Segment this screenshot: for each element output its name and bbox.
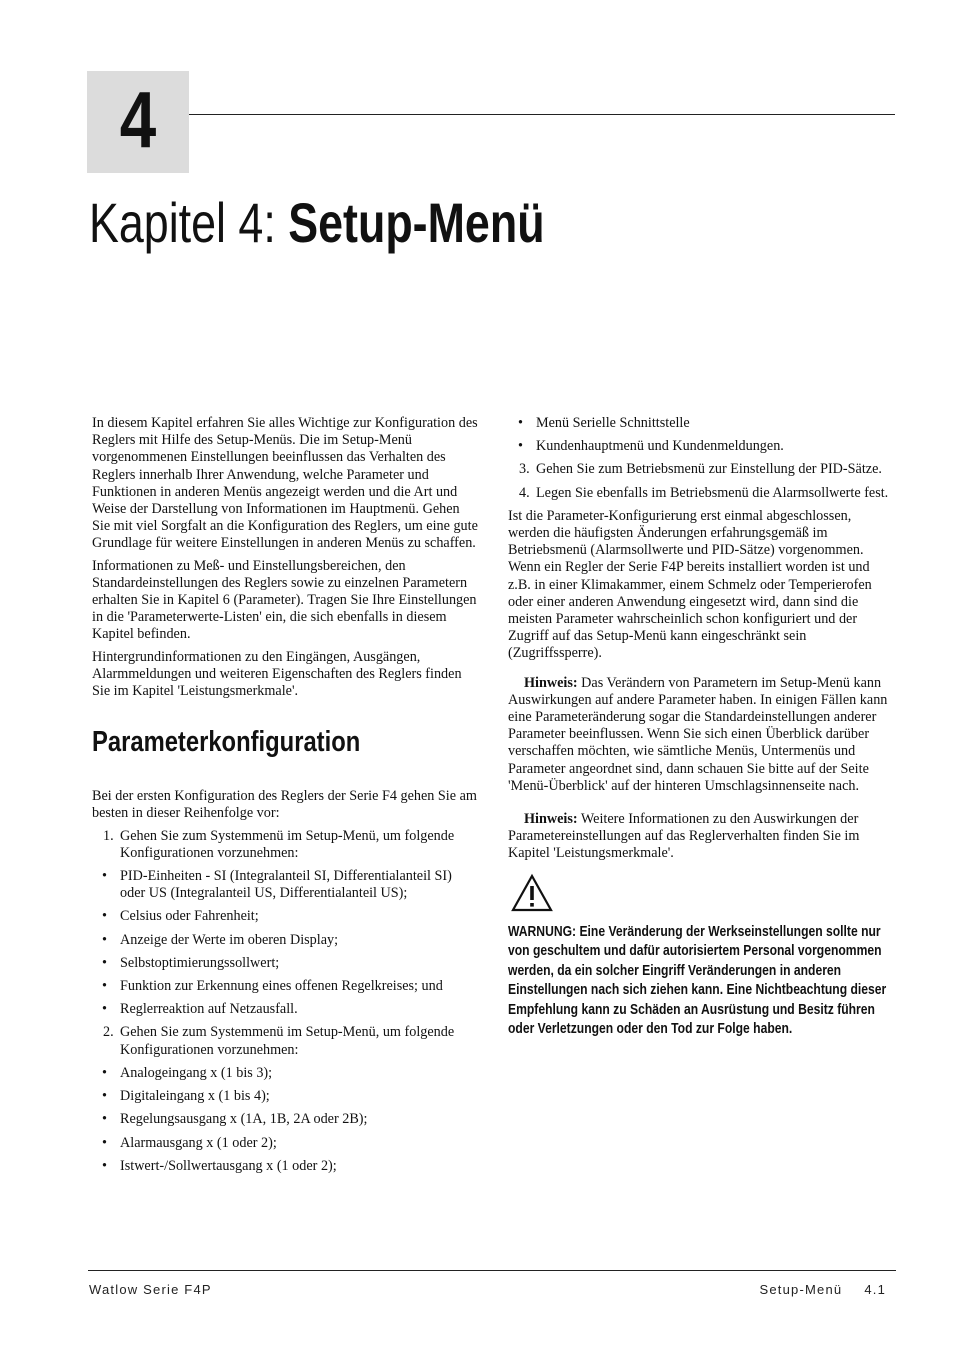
- bullet-marker: •: [102, 954, 107, 971]
- warning-text: WARNUNG: Eine Veränderung der Werkseinstellungen sollte nur von geschultem und dafür autorisiertem Personal vorgenommen werden, da ein solcher Eingriff Veränderungen in anderen Einstellungen nach sich ziehen kann. Eine Nichtbeachtung dieser Empfehlung kann zu Schäden an Ausrüstung und Besitz führen oder Verletzungen oder den Tod zur Folge haben.: [508, 923, 887, 1038]
- bullet-marker: •: [102, 978, 107, 995]
- bullet-marker: •: [102, 1088, 107, 1105]
- list-item: [92, 955, 478, 972]
- footer-section: Setup-Menü: [759, 1282, 843, 1297]
- list-item: [92, 1158, 478, 1175]
- list-marker: 4.: [519, 484, 530, 501]
- list-item: [92, 1001, 478, 1018]
- list-item-text: Selbstoptimierungssollwert;: [120, 954, 280, 971]
- bullet-marker: •: [518, 415, 523, 431]
- list-item: [92, 978, 478, 995]
- list-item-text: Celsius oder Fahrenheit;: [120, 908, 259, 925]
- config-steps-list: [92, 828, 478, 1175]
- bullet-marker: •: [102, 1001, 107, 1018]
- list-item: [92, 908, 478, 925]
- bullet-marker: •: [102, 931, 107, 948]
- list-item: [508, 461, 894, 478]
- list-item-text: Digitaleingang x (1 bis 4);: [120, 1088, 270, 1105]
- footer-right: [760, 1282, 887, 1297]
- config-steps-list-continued: [508, 415, 894, 502]
- bullet-marker: •: [102, 1111, 107, 1128]
- bullet-marker: •: [102, 1064, 107, 1081]
- intro-paragraph: Informationen zu Meß- und Einstellungsbereichen, den Standardeinstellungen des Reglers sowie zu einzelnen Parametern erhalten Sie in Kapitel 6 (Parameter). Tragen Sie Ihre Einstellungen in die 'Parameterwerte-Listen' ein, die sich ebenfalls in diesem Kapitel befinden.: [92, 557, 477, 643]
- list-item-text: Reglerreaktion auf Netzausfall.: [120, 1001, 298, 1018]
- list-item: [92, 868, 478, 902]
- body-paragraph: Ist die Parameter-Konfigurierung erst einmal abgeschlossen, werden die häufigsten Änderungen erfahrungsgemäß im Betriebsmenü (Alarmsollwerte und PID-Sätze) vorgenommen. Wenn ein Regler der Serie F4P bereits installiert worden ist und z.B. in einer Klimakammer, einem Schmelz oder Temperierofen oder einer anderen Anwendung eingesetzt wird, dann sind die meisten Parameter wahrscheinlich schon konfiguriert und der Zugriff auf das Setup-Menü kann eingeschränkt sein (Zugriffssperre).: [508, 507, 872, 662]
- chapter-number-box: [87, 71, 189, 173]
- page-number: 4.1: [864, 1282, 886, 1297]
- note-lead: Hinweis:: [524, 674, 578, 691]
- section-intro: Bei der ersten Konfiguration des Reglers der Serie F4 gehen Sie am besten in dieser Reihenfolge vor:: [92, 788, 477, 822]
- list-item: [92, 828, 478, 862]
- list-marker: 3.: [519, 461, 530, 478]
- bullet-marker: •: [518, 438, 523, 455]
- list-item: [508, 438, 894, 455]
- chapter-title: [89, 188, 545, 258]
- list-item-text: Kundenhauptmenü und Kundenmeldungen.: [536, 438, 784, 455]
- note-paragraph: [508, 811, 894, 863]
- list-item-text: Gehen Sie zum Systemmenü im Setup-Menü, um folgende Konfigurationen vorzunehmen:: [120, 827, 455, 861]
- list-item-text: Gehen Sie zum Betriebsmenü zur Einstellung der PID-Sätze.: [536, 461, 882, 478]
- list-item-text: Alarmausgang x (1 oder 2);: [120, 1134, 277, 1151]
- intro-paragraph: Hintergrundinformationen zu den Eingängen, Ausgängen, Alarmmeldungen und weiteren Eigenschaften des Reglers finden Sie im Kapitel 'Leistungsmerkmale'.: [92, 648, 462, 700]
- list-item-text: Gehen Sie zum Systemmenü im Setup-Menü, um folgende Konfigurationen vorzunehmen:: [120, 1024, 455, 1058]
- list-item-text: Menü Serielle Schnittstelle: [536, 415, 690, 431]
- bullet-marker: •: [102, 868, 107, 885]
- list-item-text: Istwert-/Sollwertausgang x (1 oder 2);: [120, 1157, 337, 1174]
- note-paragraph: [508, 675, 894, 795]
- list-item: [92, 1135, 478, 1152]
- footer-product: Watlow Serie F4P: [89, 1282, 212, 1297]
- bullet-marker: •: [102, 908, 107, 925]
- list-item-text: Regelungsausgang x (1A, 1B, 2A oder 2B);: [120, 1111, 368, 1128]
- list-item-text: Legen Sie ebenfalls im Betriebsmenü die Alarmsollwerte fest.: [536, 484, 889, 501]
- header-rule: [189, 114, 895, 115]
- list-marker: 1.: [103, 827, 114, 844]
- list-item-text: Funktion zur Erkennung eines offenen Regelkreises; und: [120, 978, 443, 995]
- list-item: [92, 1024, 478, 1058]
- note-lead: Hinweis:: [524, 811, 578, 828]
- list-item-text: PID-Einheiten - SI (Integralanteil SI, Differentialanteil SI) oder US (Integralanteil US, Differentialanteil US);: [120, 868, 452, 902]
- footer-rule: [88, 1270, 896, 1271]
- chapter-title-main: Setup-Menü: [288, 191, 545, 254]
- list-item-text: Analogeingang x (1 bis 3);: [120, 1064, 273, 1081]
- list-item-text: Anzeige der Werte im oberen Display;: [120, 931, 339, 948]
- list-marker: 2.: [103, 1024, 114, 1041]
- left-column: [92, 415, 478, 1181]
- chapter-title-prefix: Kapitel 4:: [89, 191, 289, 254]
- list-item: [508, 415, 894, 432]
- intro-paragraph: In diesem Kapitel erfahren Sie alles Wichtige zur Konfiguration des Reglers mit Hilfe des Setup-Menüs. Die im Setup-Menü vorgenommenen Einstellungen beeinflussen das Verhalten des Reglers innerhalb Ihrer Anwendung, welche Parameter und Funktionen in anderen Menüs angezeigt werden und die Art und Weise der Darstellung von Informationen im Hauptmenü. Gehen Sie mit viel Sorgfalt an die Konfiguration des Reglers, um eine gute Grundlage für weitere Einstellungen in anderen Menüs zu schaffen.: [92, 415, 478, 552]
- warning-triangle-icon: [510, 873, 554, 913]
- list-item: [92, 1065, 478, 1082]
- list-item: [92, 1088, 478, 1105]
- note-text: Das Verändern von Parametern im Setup-Menü kann Auswirkungen auf andere Parameter haben. In einigen Fällen kann eine Parameteränderung sogar die Standardeinstellungen anderer Parameter beeinflussen. Wenn Sie sich einen Überblick darüber verschaffen möchten, wie sämtliche Menüs, Untermenüs und Parameter angeordnet sind, dann schauen Sie bitte auf der Seite 'Menü-Überblick' auf der hinteren Umschlagsinnenseite nach.: [508, 674, 888, 794]
- note-text: Weitere Informationen zu den Auswirkungen der Parametereinstellungen auf das Reglerverhalten finden Sie im Kapitel 'Leistungsmerkmale'.: [508, 811, 860, 862]
- chapter-number: 4: [119, 75, 157, 164]
- list-item: [508, 485, 894, 502]
- right-column: [508, 415, 894, 1040]
- bullet-marker: •: [102, 1157, 107, 1174]
- list-item: [92, 1111, 478, 1128]
- bullet-marker: •: [102, 1134, 107, 1151]
- list-item: [92, 932, 478, 949]
- section-heading: Parameterkonfiguration: [92, 726, 361, 759]
